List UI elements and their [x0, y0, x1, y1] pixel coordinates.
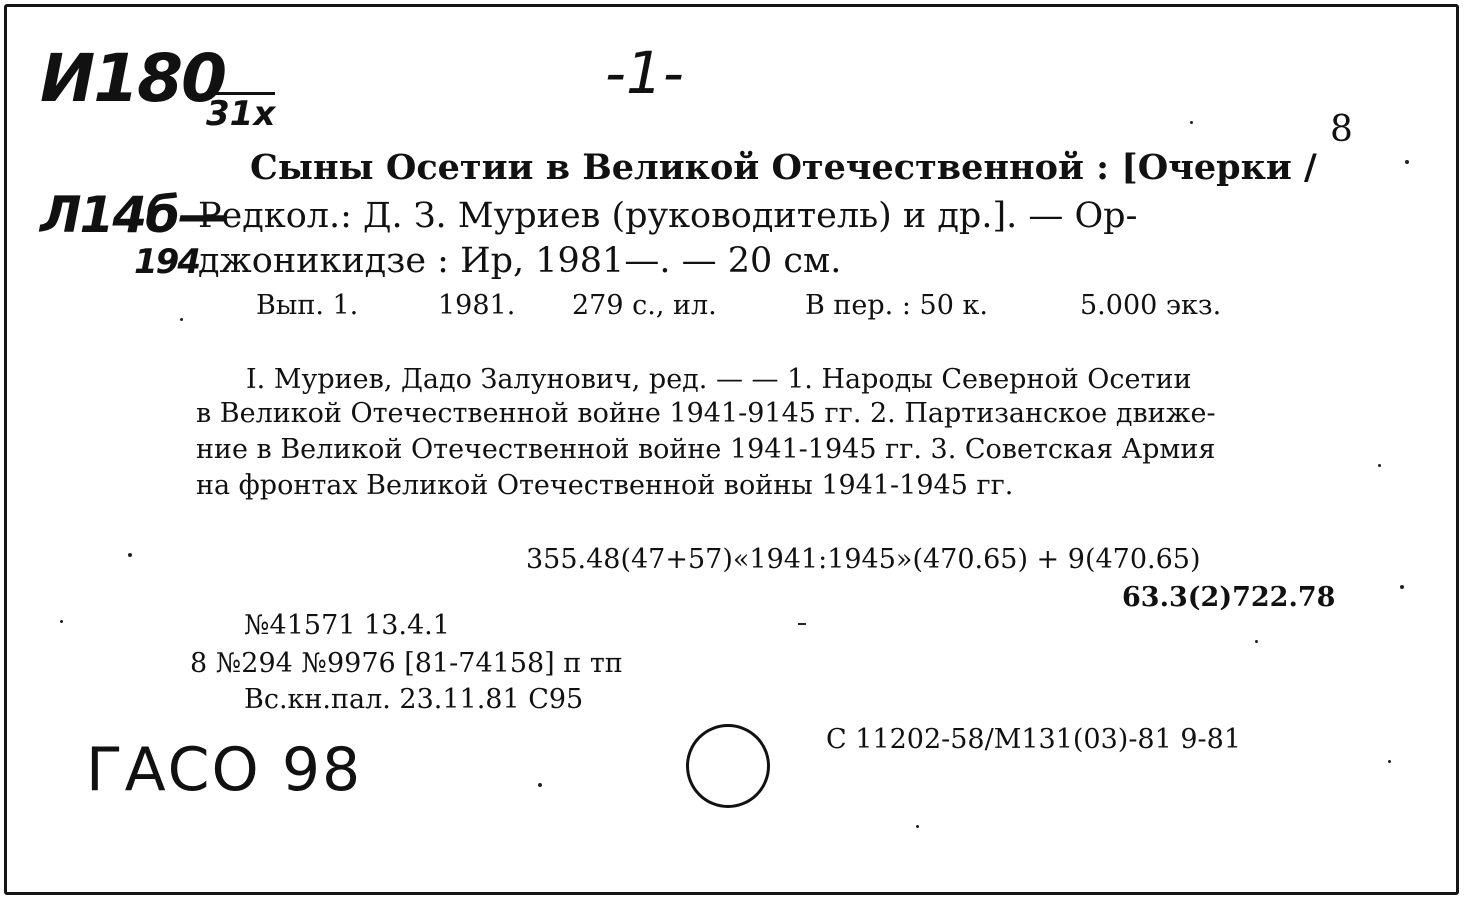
udc-index: 355.48(47+57)«1941:1945»(470.65) + 9(470.65)	[526, 544, 1201, 575]
punch-hole	[686, 724, 770, 808]
bbk-index: 63.3(2)722.78	[1122, 582, 1336, 613]
scan-speck	[1405, 160, 1409, 164]
title-line-3: джоникидзе : Ир, 1981—. — 20 см.	[198, 241, 842, 281]
title-line-1: Сыны Осетии в Великой Отечественной : [Очерки /	[250, 147, 1317, 188]
scan-speck	[1400, 585, 1404, 589]
side-code-sub: 194	[134, 242, 199, 282]
archive-mark: ГАСО 98	[86, 735, 363, 805]
issue-number: Вып. 1.	[256, 290, 359, 321]
subject-line-4: на фронтах Великой Отечественной войны 1941-1945 гг.	[196, 470, 1014, 501]
page-count: 279 с., ил.	[572, 290, 717, 321]
subject-line-1: I. Муриев, Дадо Залунович, ред. — — 1. Народы Северной Осетии	[246, 364, 1192, 395]
title-line-2: Редкол.: Д. З. Муриев (руководитель) и др.]. — Ор-	[198, 196, 1138, 236]
scan-speck	[916, 825, 919, 828]
call-number-sub: 31х	[206, 94, 276, 134]
scan-speck	[1388, 760, 1391, 763]
scan-speck	[798, 623, 806, 625]
scan-speck	[180, 318, 183, 321]
scan-speck	[128, 553, 132, 557]
registration-line-2: 8 №294 №9976 [81-74158] п тп	[190, 648, 623, 679]
corner-number: 8	[1330, 109, 1353, 150]
catalog-code: С 11202-58/М131(03)-81 9-81	[826, 724, 1242, 755]
registration-line-1: №41571 13.4.1	[244, 610, 450, 641]
call-number: И180	[40, 40, 226, 117]
scan-speck	[60, 620, 63, 623]
issue-year: 1981.	[438, 290, 516, 321]
subject-line-2: в Великой Отечественной войне 1941-9145 гг. 2. Партизанское движе-	[196, 398, 1216, 429]
scan-speck	[1190, 121, 1193, 124]
print-run: 5.000 экз.	[1080, 290, 1222, 321]
scan-speck	[1378, 464, 1381, 467]
page-marker: -1-	[605, 39, 684, 107]
subject-line-3: ние в Великой Отечественной войне 1941-1945 гг. 3. Советская Армия	[196, 434, 1216, 465]
registration-line-3: Вс.кн.пал. 23.11.81 С95	[244, 684, 584, 715]
scan-speck	[1255, 640, 1258, 643]
price: В пер. : 50 к.	[805, 290, 988, 321]
scan-speck	[538, 783, 542, 787]
side-code: Л14б—	[40, 186, 227, 244]
